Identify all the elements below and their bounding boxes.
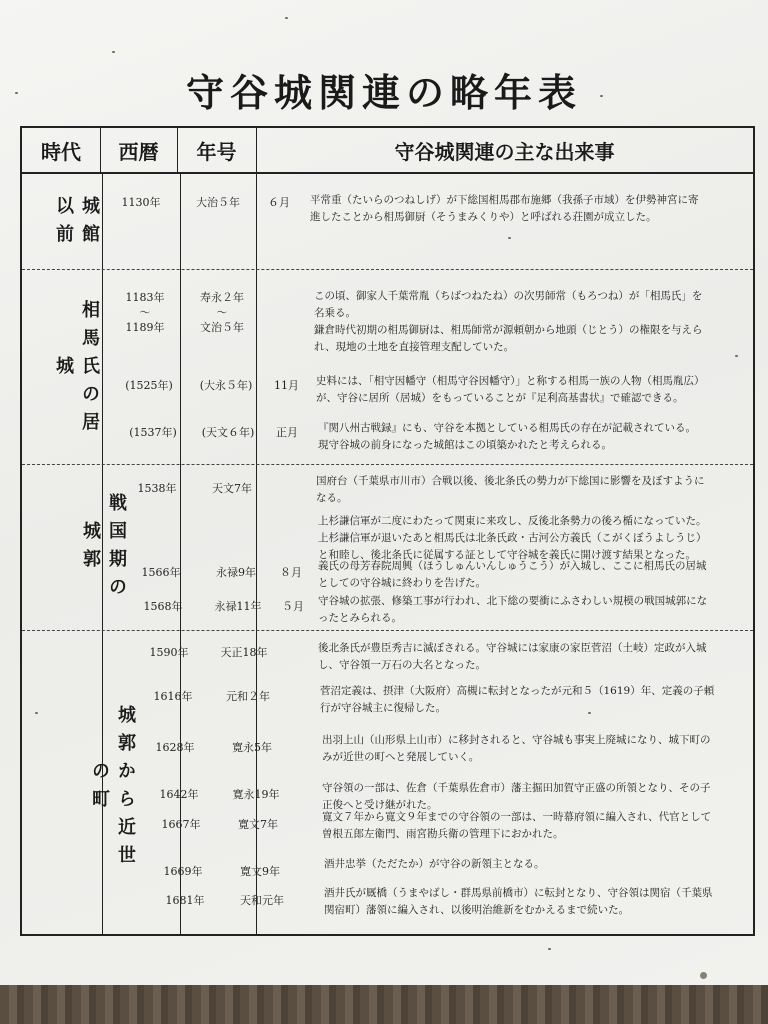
year-nengo: 永禄11年: [214, 600, 262, 613]
event-text: 『関八州古戦録』にも、守谷を本拠としている相馬氏の存在が記載されている。 現守谷城の前身になった城館はこの頃築かれたと考えられる。: [318, 422, 696, 451]
column-divider: [100, 128, 101, 174]
stain-speck: [112, 51, 115, 53]
event-text: 平常重（たいらのつねしげ）が下総国相馬郡布施郷（我孫子市域）を伊勢神宮に寄 進したことから相馬御厨（そうまみくりや）と呼ばれる荘園が成立した。: [310, 194, 699, 223]
wooden-post-base: [0, 985, 768, 1024]
event-text: 酒井氏が厩橋（うまやばし・群馬県前橋市）に転封となり、守谷領は関宿（千葉県 関宿町）藩領に編入され、以後明治維新をむかえるまで続いた。: [324, 887, 713, 916]
year-ad: 1628年: [155, 741, 195, 754]
event-text: 寛文７年から寛文９年までの守谷領の一部は、一時幕府領に編入され、代官として 曽根五郎左衛門、雨宮勘兵衛の管理下におかれた。: [322, 811, 712, 840]
stain-speck: [700, 972, 707, 979]
year-ad: 1667年: [161, 818, 201, 831]
event-text: 史料には、「相守因幡守（相馬守谷因幡守）」と称する相馬一族の人物（相馬胤広） が、守谷に居所（居城）をもっていることが『足利高基書状』で確認できる。: [316, 375, 705, 404]
year-nengo: 天正18年: [220, 646, 268, 659]
header-era-name: 年号: [177, 128, 256, 174]
year-nengo: 元和２年: [226, 690, 270, 703]
month: 11月: [274, 379, 299, 392]
year-ad: 1130年: [121, 196, 161, 209]
year-ad: 1669年: [163, 865, 203, 878]
event-text: 菅沼定義は、摂津（大阪府）高槻に転封となったが元和５（1619）年、定義の子頼 行が守谷城主に復帰した。: [320, 685, 715, 714]
year-nengo: 寛文7年: [238, 818, 278, 831]
event-text: 国府台（千葉県市川市）合戦以後、後北条氏の勢力が下総国に影響を及ぼすように なる。: [316, 475, 705, 504]
year-nengo: 天和元年: [240, 894, 284, 907]
year-nengo: 寛永5年: [232, 741, 272, 754]
stain-speck: [548, 948, 551, 950]
era-label: 城郭から近世の町: [89, 705, 136, 873]
stain-speck: [15, 92, 18, 94]
timeline-table: [20, 126, 755, 936]
month: ５月: [282, 600, 304, 613]
header-period: 時代: [22, 128, 100, 174]
year-ad: 1183年 ～ 1189年: [125, 291, 165, 334]
month: 正月: [276, 426, 298, 439]
header-events: 守谷城関連の主な出来事: [256, 128, 753, 174]
year-nengo: 永禄9年: [216, 566, 256, 579]
year-nengo: 天文7年: [212, 482, 252, 495]
header-ad: 西暦: [100, 128, 177, 174]
year-nengo: 寛永19年: [232, 788, 280, 801]
year-ad: 1538年: [137, 482, 177, 495]
event-text: この頃、御家人千葉常胤（ちばつねたね）の次男師常（もろつね）が「相馬氏」を 名乗る。 鎌倉時代初期の相馬御厨は、相馬師常が源頼朝から地頭（じとう）の権限を与えら れ、現地の土地を直接管理支配していた。: [314, 290, 703, 353]
year-ad: 1681年: [165, 894, 205, 907]
year-nengo: 寛文9年: [240, 865, 280, 878]
stain-speck: [588, 712, 591, 714]
column-divider: [256, 128, 257, 934]
event-text: 酒井忠挙（ただたか）が守谷の新領主となる。: [324, 858, 545, 870]
year-ad: 1616年: [153, 690, 193, 703]
stain-speck: [285, 17, 288, 19]
page-title: 守谷城関連の略年表: [185, 70, 582, 115]
stain-speck: [735, 355, 738, 357]
event-text: 上杉謙信軍が二度にわたって関東に来攻し、反後北条勢力の後ろ楯になっていた。 上杉謙信軍が退いたあと相馬氏は北条氏政・古河公方義氏（こがくぼうよしうじ） と和睦し、後北条氏に従属する証として守谷城を義氏に開け渡す結果となった。: [318, 515, 707, 561]
event-text: 義氏の母芳春院周興（ほうしゅんいんしゅうこう）が入城し、ここに相馬氏の居城 としての守谷城に終わりを告げた。: [318, 560, 707, 589]
event-text: 守谷城の拡張、修築工事が行われ、北下総の要衝にふさわしい規模の戦国城郭にな ったとみられる。: [318, 595, 708, 624]
event-text: 出羽上山（山形県上山市）に移封されると、守谷城も事実上廃城になり、城下町の みが近世の町へと発展していく。: [322, 734, 711, 763]
stain-speck: [508, 237, 511, 239]
year-nengo: 大治５年: [196, 196, 240, 209]
stain-speck: [35, 712, 38, 714]
era-separator: [22, 630, 753, 631]
year-ad: (1525年): [125, 379, 173, 392]
event-text: 守谷領の一部は、佐倉（千葉県佐倉市）藩主掘田加賀守正盛の所領となり、その子 正俊へと受け継がれた。: [322, 782, 711, 811]
era-separator: [22, 269, 753, 270]
year-ad: (1537年): [129, 426, 177, 439]
year-ad: 1566年: [141, 566, 181, 579]
era-label: 城館以前: [53, 196, 100, 252]
year-ad: 1642年: [159, 788, 199, 801]
era-label: 戦国期の城郭: [80, 493, 127, 605]
year-ad: 1568年: [143, 600, 183, 613]
year-ad: 1590年: [149, 646, 189, 659]
event-text: 後北条氏が豊臣秀吉に滅ぼされる。守谷城には家康の家臣菅沼（土岐）定政が入城 し、守谷領一万石の大名となった。: [318, 642, 707, 671]
era-separator: [22, 464, 753, 465]
year-nengo: 寿永２年 ～ 文治５年: [200, 291, 244, 334]
stain-speck: [600, 95, 603, 97]
month: ６月: [268, 196, 290, 209]
column-divider: [177, 128, 178, 174]
year-nengo: (天文６年): [201, 426, 255, 439]
era-label: 相馬氏の居城: [53, 300, 100, 440]
year-nengo: (大永５年): [199, 379, 253, 392]
month: ８月: [280, 566, 302, 579]
